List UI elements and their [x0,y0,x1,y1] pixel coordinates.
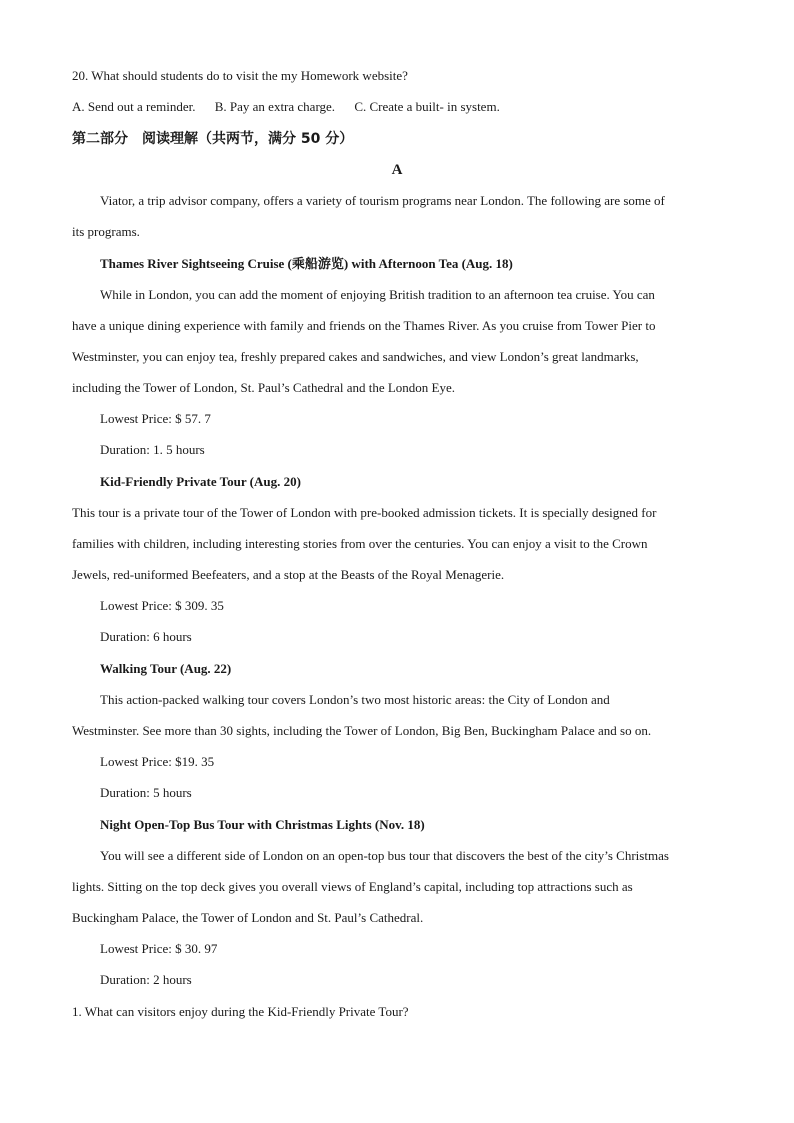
program-text: Buckingham Palace, the Tower of London and St. Paul’s Cathedral. [72,910,424,925]
question-20-options [72,98,722,116]
program-duration: Duration: 2 hours [100,972,192,987]
program-title-cruise: Thames River Sightseeing Cruise (乘船游览) with Afternoon Tea (Aug. 18) [100,256,513,271]
program-text: This action-packed walking tour covers London’s two most historic areas: the City of London and [100,692,610,707]
program-text: Jewels, red-uniformed Beefeaters, and a stop at the Beasts of the Royal Menagerie. [72,567,505,582]
program-title-night-bus: Night Open-Top Bus Tour with Christmas Lights (Nov. 18) [100,817,425,832]
program-price: Lowest Price: $ 309. 35 [100,598,224,613]
program-text: You will see a different side of London on an open-top bus tour that discovers the best of the city’s Christmas [100,848,669,863]
program-price: Lowest Price: $ 30. 97 [100,941,218,956]
program-title-kid-friendly: Kid-Friendly Private Tour (Aug. 20) [100,474,301,489]
program-duration: Duration: 6 hours [100,629,192,644]
program-duration: Duration: 5 hours [100,785,192,800]
question-20: 20. What should students do to visit the my Homework website? [72,68,408,83]
program-text: While in London, you can add the moment of enjoying British tradition to an afternoon tea cruise. You can [100,287,655,302]
program-text: lights. Sitting on the top deck gives you overall views of England’s capital, including top attractions such as [72,879,633,894]
program-text: Westminster, you can enjoy tea, freshly prepared cakes and sandwiches, and view London’s great landmarks, [72,349,639,364]
program-duration: Duration: 1. 5 hours [100,442,205,457]
option-c: C. Create a built- in system. [354,99,500,114]
intro-line-1: Viator, a trip advisor company, offers a variety of tourism programs near London. The following are some of [100,193,665,208]
option-a: A. Send out a reminder. [72,99,196,114]
program-text: This tour is a private tour of the Tower of London with pre-booked admission tickets. It is specially designed for [72,505,657,520]
program-price: Lowest Price: $19. 35 [100,754,215,769]
program-text: including the Tower of London, St. Paul’s Cathedral and the London Eye. [72,380,456,395]
program-title-walking: Walking Tour (Aug. 22) [100,661,232,676]
option-b: B. Pay an extra charge. [214,99,336,114]
program-text: Westminster. See more than 30 sights, including the Tower of London, Big Ben, Buckingham Palace and so on. [72,723,652,738]
question-1: 1. What can visitors enjoy during the Kid-Friendly Private Tour? [72,1004,409,1019]
program-text: have a unique dining experience with family and friends on the Thames River. As you cruise from Tower Pier to [72,318,656,333]
intro-line-2: its programs. [72,224,140,239]
program-price: Lowest Price: $ 57. 7 [100,411,211,426]
section-letter: A [391,162,403,178]
part-title: 第二部分 阅读理解（共两节，满分 50 分） [72,131,354,147]
program-text: families with children, including interesting stories from over the centuries. You can enjoy a visit to the Crown [72,536,648,551]
